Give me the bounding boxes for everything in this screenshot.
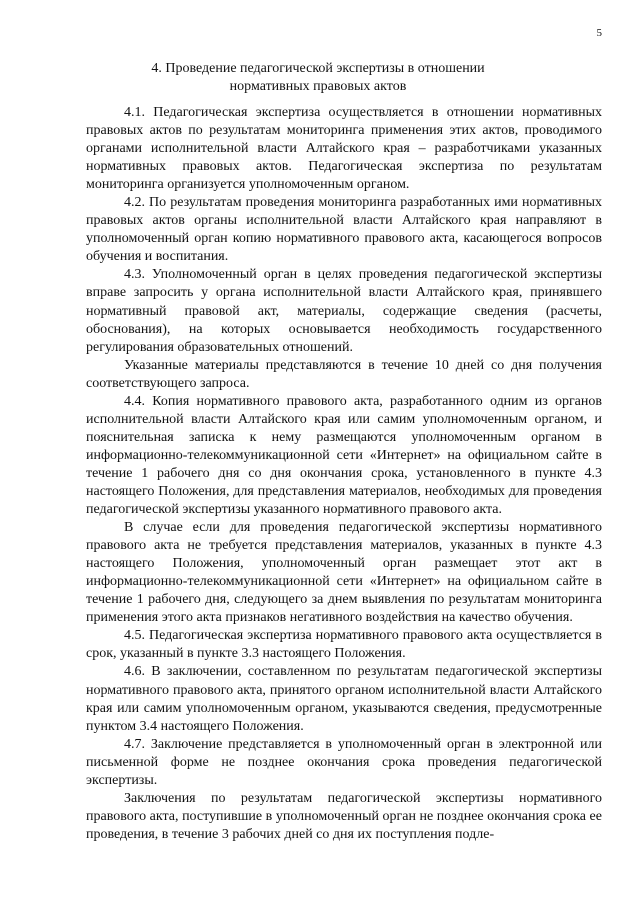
paragraph-4-3: 4.3. Уполномоченный орган в целях проведения педагогической экспертизы вправе запросить у органа исполнительной власти Алтайского края, принявшего нормативный правовой акт, материалы, содержащие сведения (расчеты, обоснования), на которых основывается необходимость государственного регулирования образовательных отношений. xyxy=(86,267,602,355)
paragraph-4-7: 4.7. Заключение представляется в уполномоченный орган в электронной или письменной форме не позднее окончания срока проведения педагогической экспертизы. xyxy=(86,736,602,788)
paragraph-4-4: 4.4. Копия нормативного правового акта, разработанного одним из органов исполнительной власти Алтайского края или самим уполномоченным органом, и пояснительная записка к нему размещаются уполномоченным органом в информационно-телекоммуникационной сети «Интернет» на официальном сайте в течение 1 рабочего дня со дня окончания срока, установленного в пункте 4.3 настоящего Положения, для представления материалов, необходимых для проведения педагогической экспертизы указанного нормативного правового акта. xyxy=(86,393,602,518)
paragraph-4-3-materials: Указанные материалы представляются в течение 10 дней со дня получения соответствующего запроса. xyxy=(86,357,602,391)
section-heading xyxy=(88,60,548,96)
paragraph-4-2: 4.2. По результатам проведения мониторинга разработанных ими нормативных правовых актов органы исполнительной власти Алтайского края направляют в уполномоченный орган копию нормативного правового акта, касающегося вопросов обучения и воспитания. xyxy=(86,195,602,265)
paragraph-4-4-case: В случае если для проведения педагогической экспертизы нормативного правового акта не требуется представления материалов, указанных в пункте 4.3 настоящего Положения, уполномоченный орган размещает этот акт в информационно-телекоммуникационной сети «Интернет» на официальном сайте в течение 1 рабочего дня, следующего за днем выявления по результатам мониторинга применения этого акта признаков негативного воздействия на качество обучения. xyxy=(86,520,602,626)
paragraph-4-7-conclusions: Заключения по результатам педагогической экспертизы нормативного правового акта, поступившие в уполномоченный орган не позднее окончания срока ее проведения, в течение 3 рабочих дней со дня их поступления подле- xyxy=(86,790,602,842)
paragraph-4-1: 4.1. Педагогическая экспертиза осуществляется в отношении нормативных правовых актов по результатам мониторинга применения этих актов, проводимого органами исполнительной власти Алтайского края – разработчиками указанных нормативных правовых актов. Педагогическая экспертиза по результатам мониторинга организуется уполномоченным органом. xyxy=(86,105,602,193)
page-number: 5 xyxy=(596,27,602,39)
section-heading-line-1: 4. Проведение педагогической экспертизы в отношении xyxy=(151,61,485,76)
paragraph-4-5: 4.5. Педагогическая экспертиза нормативного правового акта осуществляется в срок, указанный в пункте 3.3 настоящего Положения. xyxy=(86,628,602,662)
body-text xyxy=(86,104,602,844)
section-heading-line-2: нормативных правовых актов xyxy=(229,79,407,94)
paragraph-4-6: 4.6. В заключении, составленном по результатам педагогической экспертизы нормативного правового акта, принятого органом исполнительной власти Алтайского края или самим уполномоченным органом, указываются сведения, предусмотренные пунктом 3.4 настоящего Положения. xyxy=(86,664,602,734)
